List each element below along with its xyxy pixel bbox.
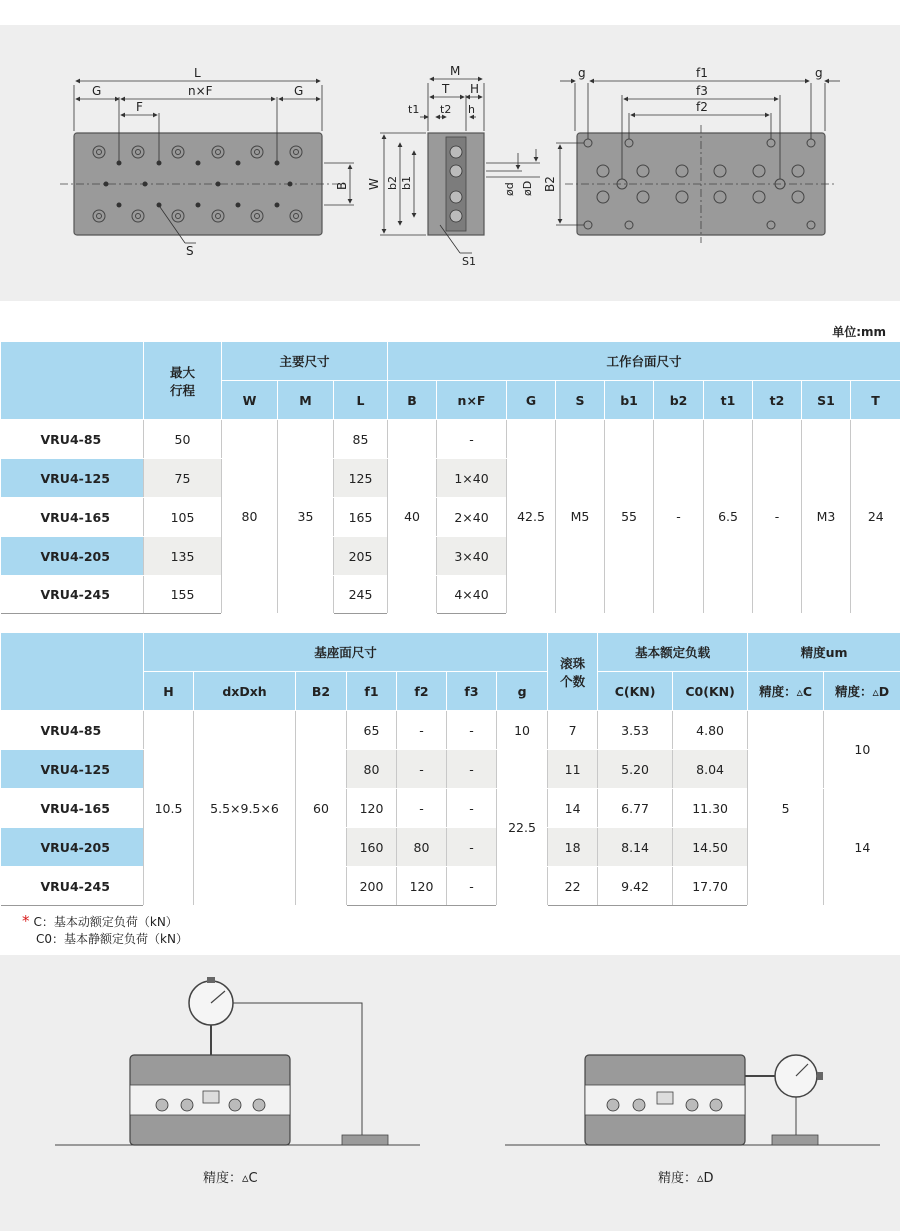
L-value: 165 bbox=[334, 498, 388, 537]
C0-value: 17.70 bbox=[673, 867, 748, 906]
model-name: VRU4-245 bbox=[1, 867, 144, 906]
f1-value: 65 bbox=[347, 711, 397, 750]
stroke-value: 75 bbox=[144, 459, 222, 498]
f2-value: 120 bbox=[397, 867, 447, 906]
col-f1: f1 bbox=[347, 672, 397, 711]
B2-value: 60 bbox=[296, 711, 347, 906]
dim-f3: f3 bbox=[696, 84, 708, 98]
b2-value: - bbox=[654, 420, 704, 614]
balls-value: 7 bbox=[548, 711, 598, 750]
B-value: 40 bbox=[388, 420, 437, 614]
dim-b2: b2 bbox=[386, 176, 399, 190]
dim-f1: f1 bbox=[696, 66, 708, 80]
col-f3: f3 bbox=[447, 672, 497, 711]
model-name: VRU4-165 bbox=[1, 789, 144, 828]
table-row bbox=[1, 420, 900, 459]
L-value: 205 bbox=[334, 537, 388, 576]
t2-value: - bbox=[753, 420, 802, 614]
dim-t2: t2 bbox=[440, 103, 452, 116]
col-f2: f2 bbox=[397, 672, 447, 711]
note-C: C：基本动额定负荷（kN） bbox=[33, 915, 178, 929]
f1-value: 160 bbox=[347, 828, 397, 867]
asterisk-icon: * bbox=[22, 912, 30, 930]
model-header bbox=[1, 342, 144, 420]
precision-header: 精度um bbox=[748, 633, 900, 672]
precC-value: 5 bbox=[748, 711, 824, 906]
dim-f2: f2 bbox=[696, 100, 708, 114]
stroke-value: 50 bbox=[144, 420, 222, 459]
dim-T: T bbox=[442, 82, 450, 96]
precision-panel bbox=[0, 955, 900, 1231]
col-G: G bbox=[507, 381, 556, 420]
model-name: VRU4-85 bbox=[1, 711, 144, 750]
balls-value: 18 bbox=[548, 828, 598, 867]
col-B2: B2 bbox=[296, 672, 347, 711]
f3-value: - bbox=[447, 750, 497, 789]
dim-W: W bbox=[367, 178, 381, 190]
t1-value: 6.5 bbox=[704, 420, 753, 614]
col-B: B bbox=[388, 381, 437, 420]
main-dimension-table bbox=[0, 341, 900, 614]
col-t2: t2 bbox=[753, 381, 802, 420]
nF-value: 4×40 bbox=[437, 576, 507, 614]
S-value: M5 bbox=[556, 420, 605, 614]
dim-H: H bbox=[470, 82, 480, 96]
model-name: VRU4-245 bbox=[1, 576, 144, 614]
col-b1: b1 bbox=[605, 381, 654, 420]
f2-value: - bbox=[397, 711, 447, 750]
C-value: 5.20 bbox=[598, 750, 673, 789]
C-value: 6.77 bbox=[598, 789, 673, 828]
col-T: T bbox=[851, 381, 900, 420]
work-surface-header: 工作台面尺寸 bbox=[388, 342, 900, 381]
C0-value: 4.80 bbox=[673, 711, 748, 750]
unit-label: 单位:mm bbox=[832, 325, 886, 339]
col-precC: 精度：▵C bbox=[748, 672, 824, 711]
precD-value: 14 bbox=[824, 789, 900, 906]
main-dim-header: 主要尺寸 bbox=[222, 342, 388, 381]
col-b2: b2 bbox=[654, 381, 704, 420]
col-M: M bbox=[278, 381, 334, 420]
nF-value: - bbox=[437, 420, 507, 459]
dxDxh-value: 5.5×9.5×6 bbox=[194, 711, 296, 906]
f2-value: - bbox=[397, 789, 447, 828]
model-name: VRU4-205 bbox=[1, 537, 144, 576]
G-value: 42.5 bbox=[507, 420, 556, 614]
col-H: H bbox=[144, 672, 194, 711]
f3-value: - bbox=[447, 867, 497, 906]
g-value: 10 bbox=[497, 711, 548, 750]
caption-precision-D: 精度：▵D bbox=[658, 1171, 714, 1186]
dim-nxF: n×F bbox=[188, 84, 213, 98]
stroke-value: 155 bbox=[144, 576, 222, 614]
f3-value: - bbox=[447, 828, 497, 867]
precD-value: 10 bbox=[824, 711, 900, 789]
precision-D-figure bbox=[505, 1055, 880, 1145]
T-value: 24 bbox=[851, 420, 900, 614]
col-t1: t1 bbox=[704, 381, 753, 420]
model-name: VRU4-165 bbox=[1, 498, 144, 537]
col-dxDxh: dxDxh bbox=[194, 672, 296, 711]
dim-L: L bbox=[194, 66, 201, 80]
f1-value: 200 bbox=[347, 867, 397, 906]
S1-value: M3 bbox=[802, 420, 851, 614]
dim-S1: S1 bbox=[462, 255, 476, 268]
stroke-header: 最大 行程 bbox=[144, 342, 222, 420]
model-header bbox=[1, 633, 144, 711]
model-name: VRU4-125 bbox=[1, 459, 144, 498]
stroke-value: 105 bbox=[144, 498, 222, 537]
col-nF: n×F bbox=[437, 381, 507, 420]
dim-M: M bbox=[450, 64, 461, 78]
base-surface-header: 基座面尺寸 bbox=[144, 633, 548, 672]
dim-b1: b1 bbox=[400, 176, 413, 190]
balls-value: 14 bbox=[548, 789, 598, 828]
dim-d: ød bbox=[503, 182, 516, 196]
precision-diagram bbox=[0, 955, 900, 1231]
C-value: 3.53 bbox=[598, 711, 673, 750]
L-value: 125 bbox=[334, 459, 388, 498]
C0-value: 8.04 bbox=[673, 750, 748, 789]
dim-S: S bbox=[186, 244, 194, 258]
balls-header: 滚珠 个数 bbox=[548, 633, 598, 711]
dim-B: B bbox=[335, 181, 349, 190]
f3-value: - bbox=[447, 711, 497, 750]
nF-value: 3×40 bbox=[437, 537, 507, 576]
dim-B2: B2 bbox=[543, 176, 557, 192]
model-name: VRU4-125 bbox=[1, 750, 144, 789]
col-S: S bbox=[556, 381, 605, 420]
f1-value: 80 bbox=[347, 750, 397, 789]
dim-h: h bbox=[468, 103, 475, 116]
model-name: VRU4-85 bbox=[1, 420, 144, 459]
stroke-value: 135 bbox=[144, 537, 222, 576]
base-dimension-table bbox=[0, 632, 900, 906]
col-W: W bbox=[222, 381, 278, 420]
f1-value: 120 bbox=[347, 789, 397, 828]
col-g: g bbox=[497, 672, 548, 711]
nF-value: 2×40 bbox=[437, 498, 507, 537]
dim-g-right: g bbox=[815, 66, 823, 80]
col-precD: 精度：▵D bbox=[824, 672, 900, 711]
dim-F: F bbox=[136, 100, 143, 114]
H-value: 10.5 bbox=[144, 711, 194, 906]
L-value: 245 bbox=[334, 576, 388, 614]
balls-value: 11 bbox=[548, 750, 598, 789]
f2-value: 80 bbox=[397, 828, 447, 867]
dim-G-right: G bbox=[294, 84, 304, 98]
f3-value: - bbox=[447, 789, 497, 828]
L-value: 85 bbox=[334, 420, 388, 459]
balls-value: 22 bbox=[548, 867, 598, 906]
b1-value: 55 bbox=[605, 420, 654, 614]
col-C: C(KN) bbox=[598, 672, 673, 711]
note-C0: C0：基本静额定负荷（kN） bbox=[36, 932, 188, 946]
C0-value: 11.30 bbox=[673, 789, 748, 828]
C-value: 9.42 bbox=[598, 867, 673, 906]
dimension-drawing bbox=[0, 25, 900, 301]
drawing-panel bbox=[0, 25, 900, 301]
f2-value: - bbox=[397, 750, 447, 789]
W-value: 80 bbox=[222, 420, 278, 614]
M-value: 35 bbox=[278, 420, 334, 614]
dim-t1: t1 bbox=[408, 103, 420, 116]
col-S1: S1 bbox=[802, 381, 851, 420]
nF-value: 1×40 bbox=[437, 459, 507, 498]
model-name: VRU4-205 bbox=[1, 828, 144, 867]
dim-G-left: G bbox=[92, 84, 102, 98]
g-value: 22.5 bbox=[497, 750, 548, 906]
col-L: L bbox=[334, 381, 388, 420]
dim-D: øD bbox=[521, 180, 534, 196]
dim-g-left: g bbox=[578, 66, 586, 80]
col-C0: C0(KN) bbox=[673, 672, 748, 711]
C0-value: 14.50 bbox=[673, 828, 748, 867]
notes bbox=[22, 913, 188, 948]
load-header: 基本额定负载 bbox=[598, 633, 748, 672]
precision-C-figure bbox=[55, 977, 420, 1145]
table-row bbox=[1, 711, 900, 750]
C-value: 8.14 bbox=[598, 828, 673, 867]
caption-precision-C: 精度：▵C bbox=[203, 1171, 258, 1186]
